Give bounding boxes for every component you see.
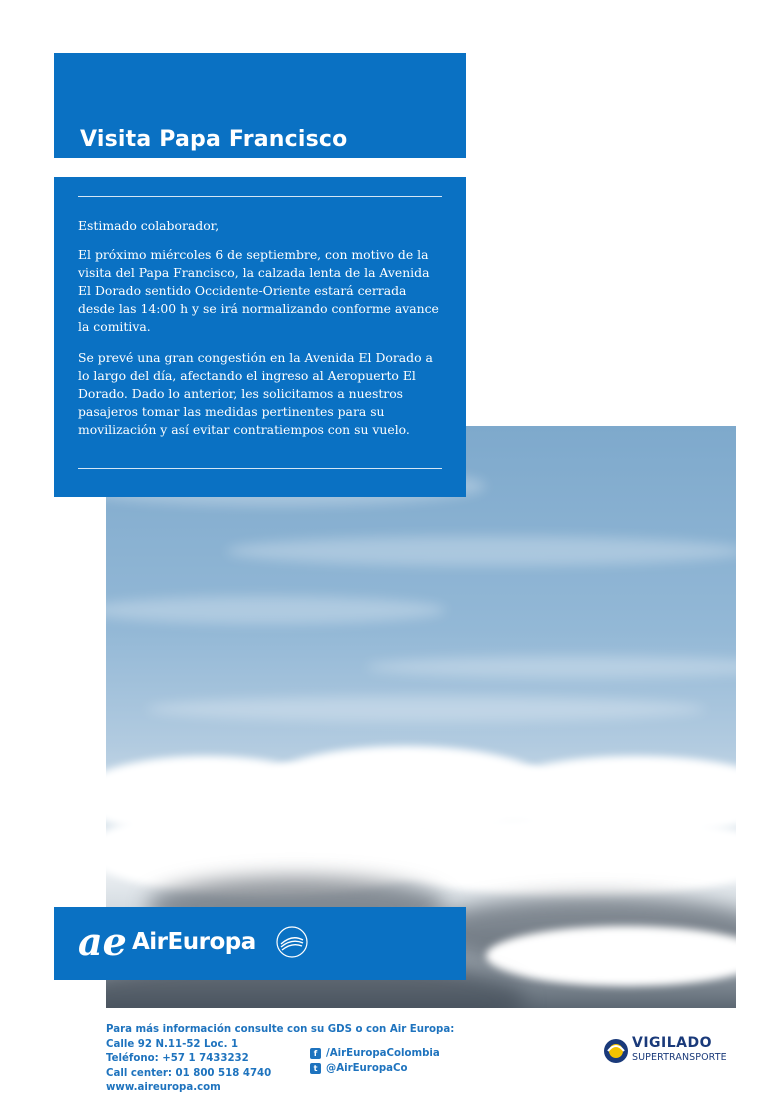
twitter-link[interactable]: [310, 1061, 440, 1076]
contact-address: Calle 92 N.11-52 Loc. 1: [106, 1038, 239, 1050]
letter-paragraph-1: El próximo miércoles 6 de septiembre, con motivo de la visita del Papa Francisco, la calzada lenta de la Avenida El Dorado sentido Occidente-Oriente estará cerrada desde las 14:00 h y se irá normalizando conforme avance la comitiva.: [78, 247, 439, 334]
contact-intro: Para más información consulte con su GDS o con Air Europa:: [106, 1024, 455, 1035]
top-divider: [78, 196, 442, 197]
contact-phone: Teléfono: +57 1 7433232: [106, 1053, 249, 1065]
twitter-icon: t: [310, 1063, 321, 1074]
facebook-link[interactable]: [310, 1046, 440, 1061]
contact-website-link[interactable]: www.aireuropa.com: [106, 1082, 221, 1094]
skyteam-logo-icon: [272, 922, 312, 962]
aireuropa-logo-mark: ae: [78, 919, 127, 964]
brand-bar: [54, 907, 466, 980]
bottom-divider: [78, 468, 442, 469]
vigilado-supertransporte-logo: [602, 1035, 730, 1069]
title-banner: [54, 53, 466, 158]
vigilado-line-2: SUPERTRANSPORTE: [632, 1052, 727, 1063]
letter-paragraph-2: Se prevé una gran congestión en la Avenida El Dorado a lo largo del día, afectando el ingreso al Aeropuerto El Dorado. Dado lo anterior, les solicitamos a nuestros pasajeros tomar las medidas pertinentes para su movilización y así evitar contratiempos con su vuelo.: [78, 350, 433, 437]
letter-greeting: Estimado colaborador,: [78, 218, 220, 233]
social-links: [310, 1046, 440, 1076]
twitter-handle: @AirEuropaCo: [326, 1063, 408, 1074]
vigilado-line-1: VIGILADO: [632, 1035, 713, 1051]
aireuropa-logo-text: AirEuropa: [132, 929, 256, 955]
page-title: Visita Papa Francisco: [80, 127, 348, 152]
letter-panel: [54, 177, 466, 497]
contact-call-center: Call center: 01 800 518 4740: [106, 1067, 272, 1079]
vigilado-emblem-icon: [602, 1037, 630, 1065]
facebook-handle: /AirEuropaColombia: [326, 1048, 440, 1059]
facebook-icon: f: [310, 1048, 321, 1059]
